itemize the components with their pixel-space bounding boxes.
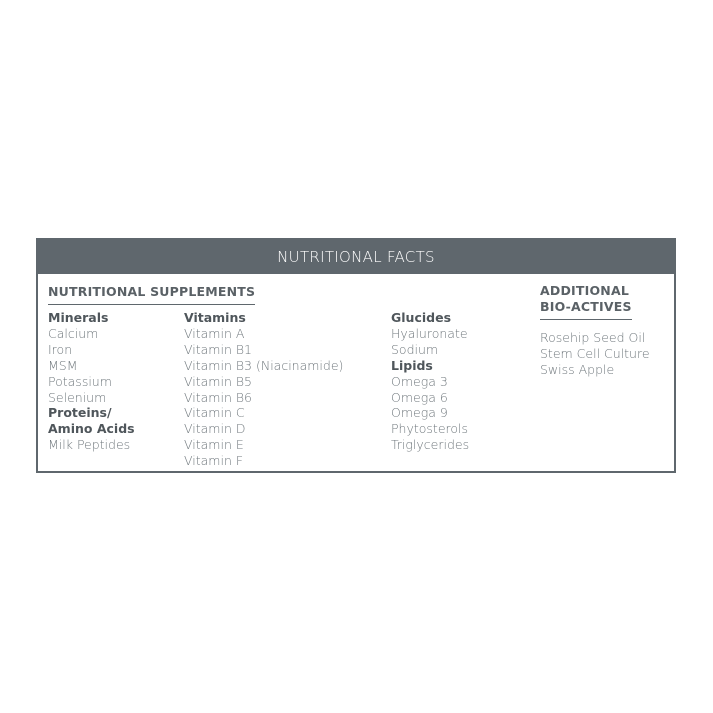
additional-title-line1: ADDITIONAL bbox=[540, 283, 629, 298]
list-item: Omega 9 bbox=[391, 405, 448, 421]
additional-title-underline bbox=[540, 319, 632, 320]
list-item: Vitamin E bbox=[184, 437, 244, 453]
vitamins-heading: Vitamins bbox=[184, 310, 246, 325]
proteins-heading-line2: Amino Acids bbox=[48, 421, 135, 437]
panel-header bbox=[38, 240, 674, 274]
list-item: Vitamin F bbox=[184, 453, 244, 469]
minerals-column bbox=[48, 310, 135, 453]
list-item: Stem Cell Culture bbox=[540, 345, 650, 361]
list-item: Vitamin C bbox=[184, 405, 245, 421]
minerals-heading: Minerals bbox=[48, 310, 109, 325]
list-item: Vitamin B3 (Niacinamide) bbox=[184, 357, 344, 373]
proteins-heading-line1: Proteins/ bbox=[48, 405, 112, 421]
list-item: Triglycerides bbox=[391, 437, 470, 453]
supplements-title-underline bbox=[48, 304, 255, 305]
vitamins-column bbox=[184, 310, 343, 469]
list-item: Calcium bbox=[48, 325, 99, 341]
list-item: Phytosterols bbox=[391, 421, 469, 437]
list-item: Hyaluronate bbox=[391, 325, 468, 341]
list-item: Swiss Apple bbox=[540, 361, 615, 377]
list-item: Vitamin B6 bbox=[184, 389, 252, 405]
panel-title: NUTRITIONAL FACTS bbox=[277, 248, 435, 266]
list-item: Omega 3 bbox=[391, 373, 448, 389]
list-item: Potassium bbox=[48, 373, 112, 389]
list-item: Rosehip Seed Oil bbox=[540, 330, 646, 345]
additional-section-title bbox=[540, 283, 632, 320]
list-item: Vitamin A bbox=[184, 325, 245, 341]
additional-title-line2: BIO-ACTIVES bbox=[540, 299, 632, 314]
list-item: Milk Peptides bbox=[48, 437, 131, 453]
supplements-title-text: NUTRITIONAL SUPPLEMENTS bbox=[48, 284, 256, 299]
glucides-lipids-column bbox=[391, 310, 469, 453]
lipids-heading: Lipids bbox=[391, 357, 433, 373]
list-item: Sodium bbox=[391, 341, 439, 357]
list-item: Omega 6 bbox=[391, 389, 448, 405]
glucides-heading: Glucides bbox=[391, 310, 452, 325]
supplements-section-title bbox=[48, 284, 255, 305]
bio-actives-column bbox=[540, 330, 650, 378]
list-item: Vitamin B1 bbox=[184, 341, 252, 357]
list-item: Vitamin B5 bbox=[184, 373, 252, 389]
list-item: Selenium bbox=[48, 389, 107, 405]
nutritional-facts-panel bbox=[36, 238, 676, 473]
list-item: MSM bbox=[48, 357, 78, 373]
list-item: Vitamin D bbox=[184, 421, 246, 437]
list-item: Iron bbox=[48, 341, 73, 357]
